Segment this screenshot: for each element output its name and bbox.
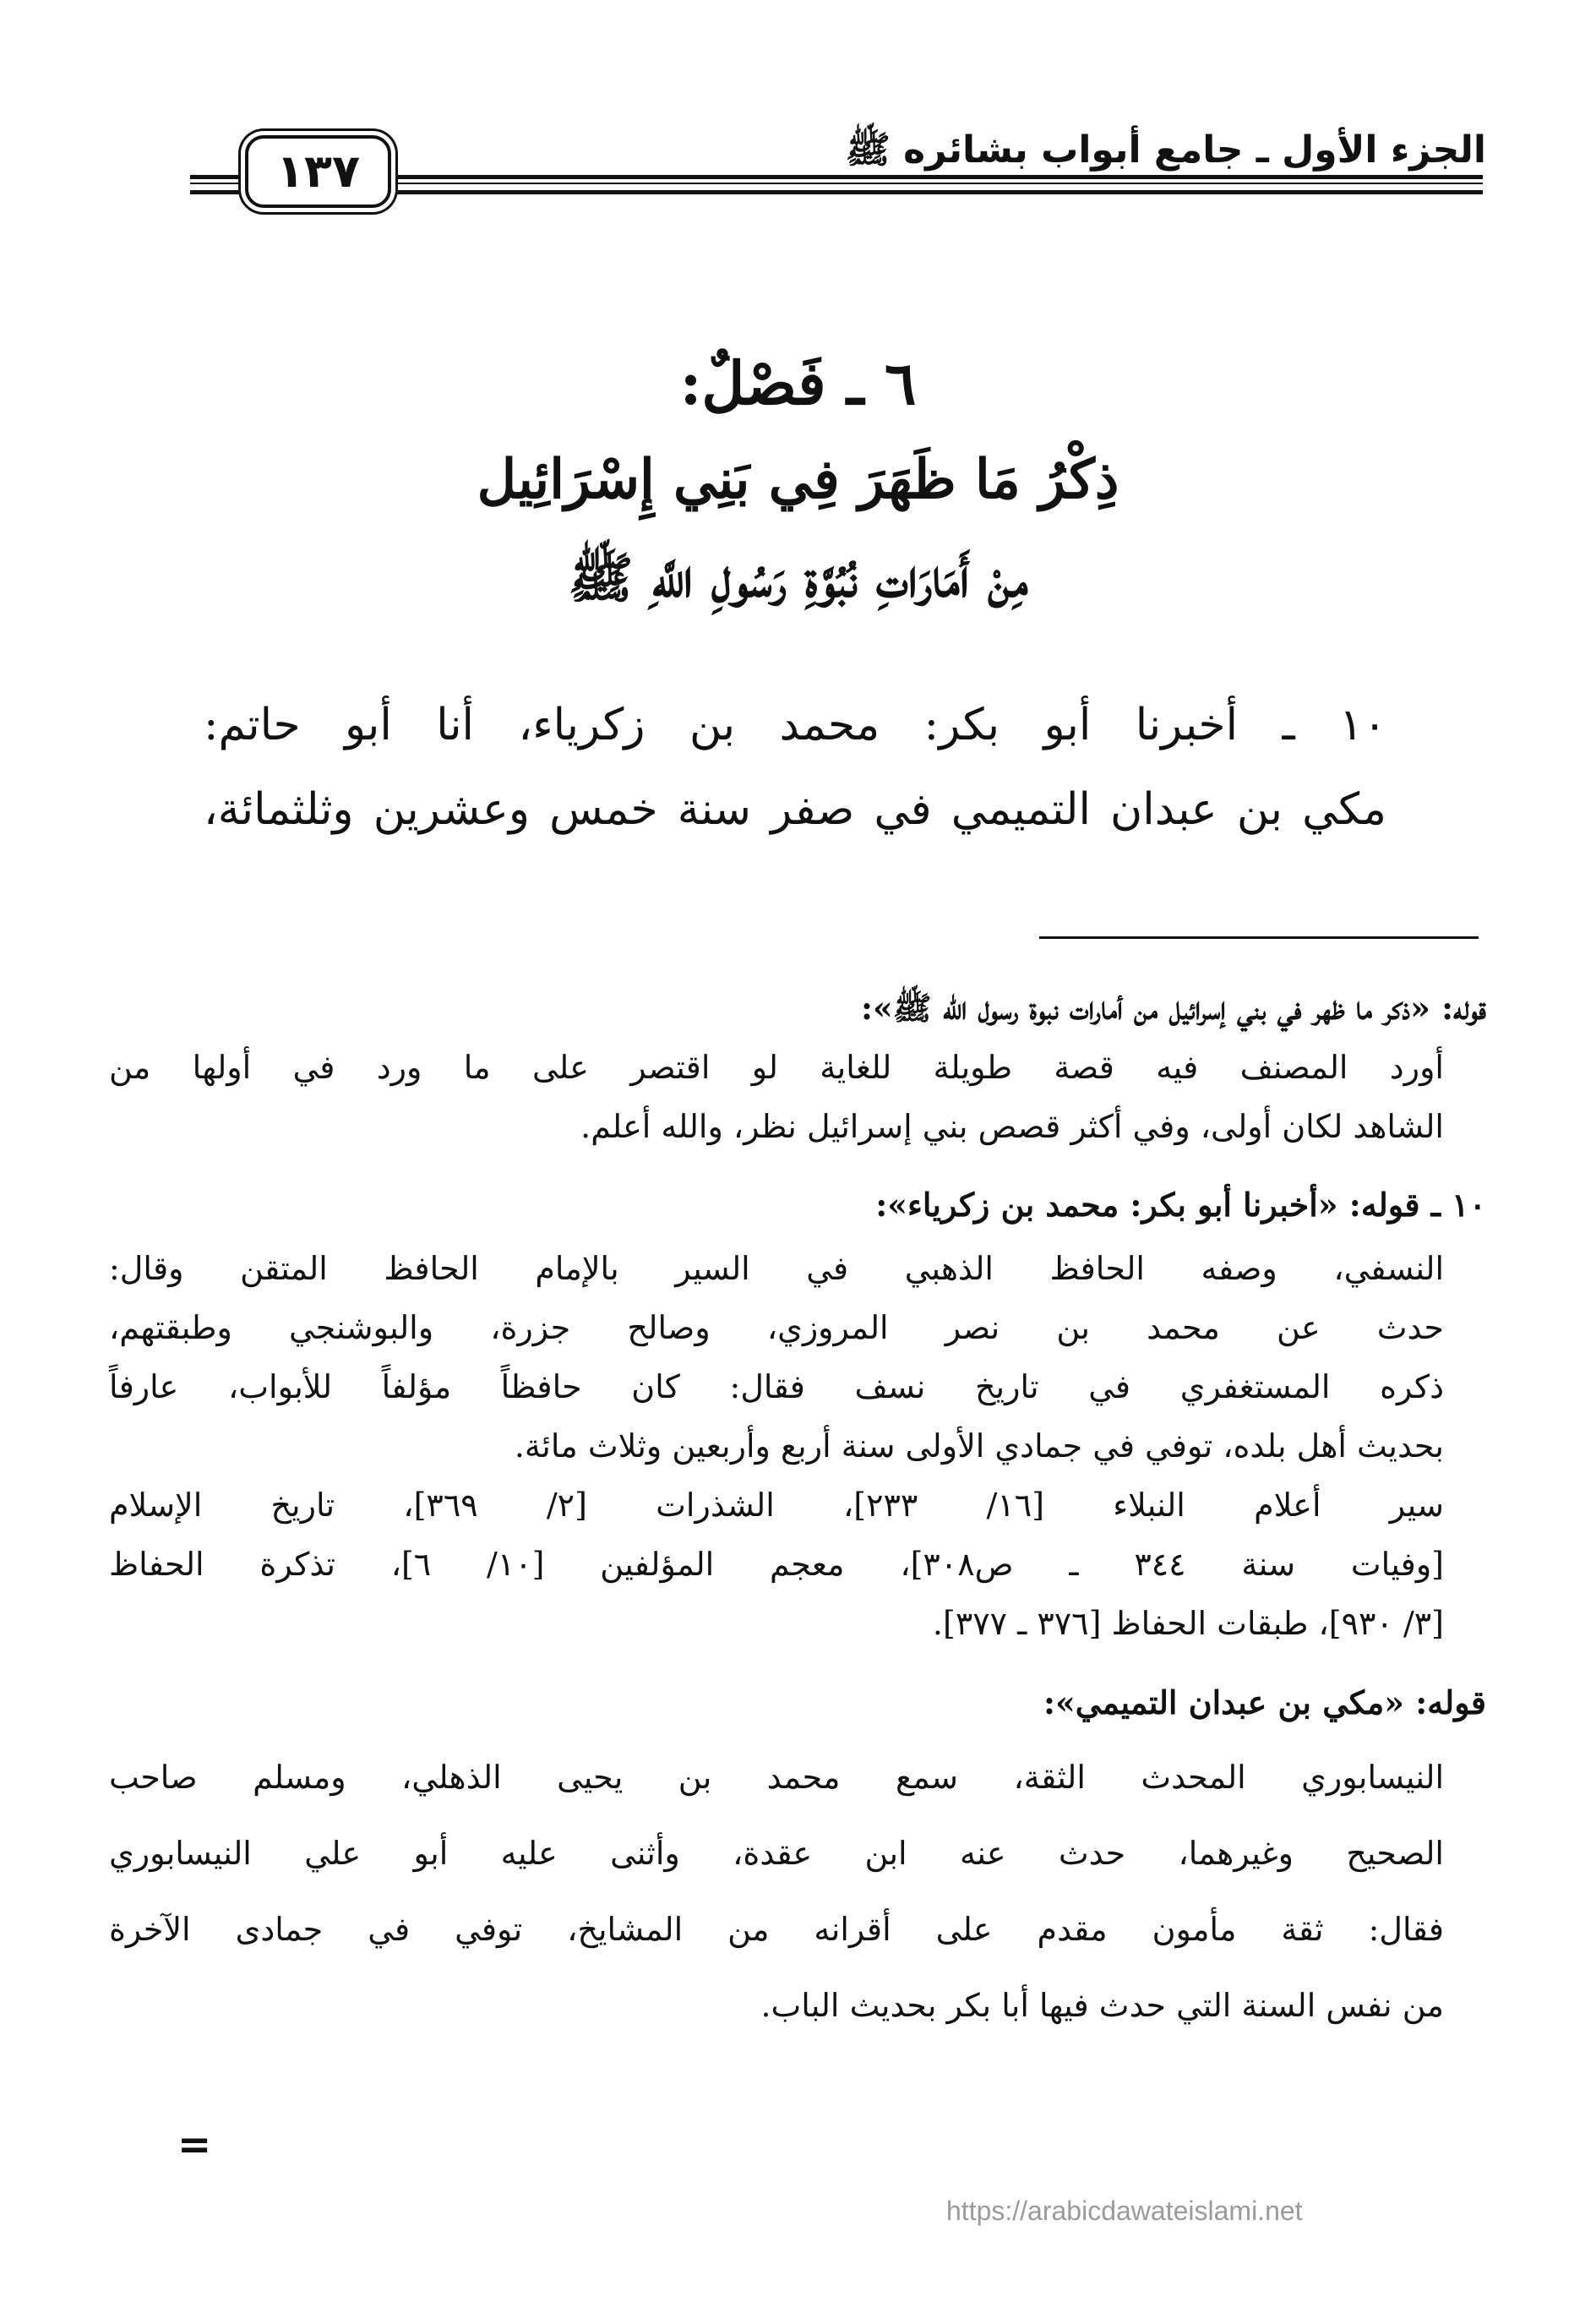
commentary-line: أورد المصنف فيه قصة طويلة للغاية لو اقتصر على ما ورد في أولها من: [109, 1049, 1444, 1086]
commentary-line: النسفي، وصفه الحافظ الذهبي في السير بالإمام الحافظ المتقن وقال:: [109, 1250, 1444, 1287]
commentary-line: النيسابوري المحدث الثقة، سمع محمد بن يحيى الذهلي، ومسلم صاحب: [109, 1759, 1444, 1796]
commentary-line: سير أعلام النبلاء [١٦/ ٢٣٣]، الشذرات [٢/ ٣٦٩]، تاريخ الإسلام: [109, 1487, 1444, 1524]
footnote-separator: [1039, 936, 1479, 939]
main-text-line-1: ١٠ ـ أخبرنا أبو بكر: محمد بن زكرياء، أنا أبو حاتم:: [204, 700, 1386, 750]
commentary-line: [وفيات سنة ٣٤٤ ـ ص٣٠٨]، معجم المؤلفين [١٠/ ٦]، تذكرة الحفاظ: [109, 1546, 1445, 1583]
commentary-line: الشاهد لكان أولى، وفي أكثر قصص بني إسرائيل نظر، والله أعلم.: [580, 1108, 1444, 1145]
chapter-title-line2: مِنْ أَمَارَاتِ نُبُوَّةِ رَسُولِ اللَّهِ ﷺ: [568, 547, 1028, 610]
commentary-line: [٣/ ٩٣٠]، طبقات الحفاظ [٣٧٦ ـ ٣٧٧].: [932, 1605, 1444, 1642]
commentary-line: من نفس السنة التي حدث فيها أبا بكر بحديث الباب.: [760, 1987, 1444, 2024]
main-text-line-2: مكي بن عبدان التميمي في صفر سنة خمس وعشرين وثلثمائة،: [204, 784, 1386, 835]
chapter-title-line1: ذِكْرُ مَا ظَهَرَ فِي بَنِي إِسْرَائِيل: [477, 448, 1119, 511]
page-number: ١٣٧: [245, 135, 391, 208]
commentary-heading: قوله: «مكي بن عبدان التميمي»:: [1043, 1683, 1486, 1721]
chapter-label: ٦ ـ فَصْلٌ:: [679, 348, 917, 418]
watermark-url: https://arabicdawateislami.net: [946, 2196, 1303, 2226]
running-header-title: الجزء الأول ـ جامع أبواب بشائره ﷺ: [845, 128, 1486, 172]
commentary-heading: ١٠ ـ قوله: «أخبرنا أبو بكر: محمد بن زكرياء»:: [875, 1186, 1486, 1224]
commentary-line: بحديث أهل بلده، توفي في جمادي الأولى سنة أربع وأربعين وثلاث مائة.: [514, 1427, 1444, 1465]
continuation-mark: =: [177, 2121, 212, 2169]
commentary-line: فقال: ثقة مأمون مقدم على أقرانه من المشايخ، توفي في جمادى الآخرة: [109, 1911, 1444, 1948]
commentary-line: ذكره المستغفري في تاريخ نسف فقال: كان حافظاً مؤلفاً للأبواب، عارفاً: [109, 1368, 1444, 1405]
commentary-heading: قوله: «ذكر ما ظهر في بني إسرائيل من أمارات نبوة رسول الله ﷺ»:: [860, 989, 1486, 1027]
commentary-line: حدث عن محمد بن نصر المروزي، وصالح جزرة، والبوشنجي وطبقتهم،: [109, 1309, 1444, 1346]
commentary-line: الصحيح وغيرهما، حدث عنه ابن عقدة، وأثنى عليه أبو علي النيسابوري: [109, 1835, 1444, 1872]
